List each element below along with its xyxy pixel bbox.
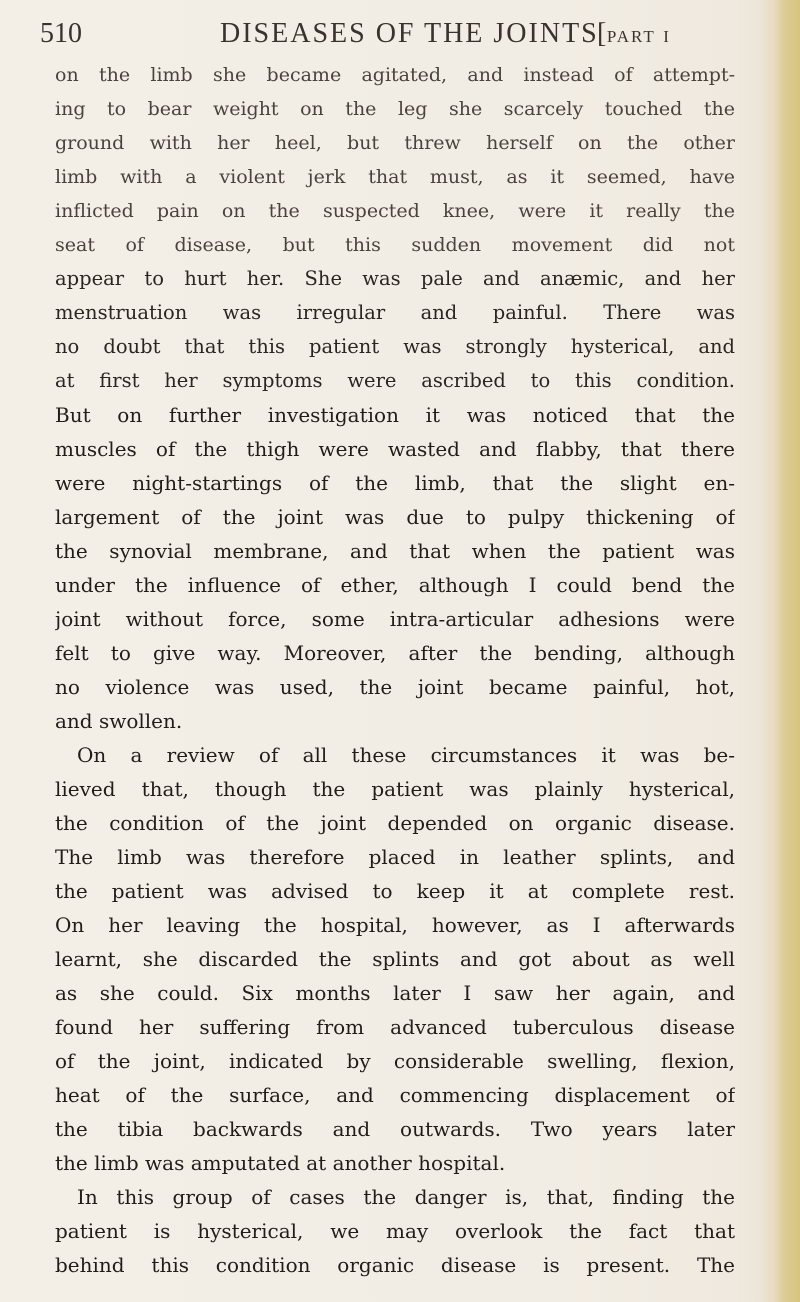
part-label (597, 18, 671, 50)
text-line: ing to bear weight on the leg she scarcely touched the (55, 98, 735, 120)
text-line: appear to hurt her. She was pale and anæmic, and her (55, 267, 735, 290)
text-line: The limb was therefore placed in leather splints, and (55, 845, 735, 869)
text-line: felt to give way. Moreover, after the bending, although (55, 641, 735, 665)
text-line: patient is hysterical, we may overlook the fact that (55, 1219, 735, 1243)
text-line: the condition of the joint depended on organic disease. (55, 811, 735, 835)
paragraph-start-line: In this group of cases the danger is, that, finding the (77, 1185, 735, 1209)
text-line: ground with her heel, but threw herself on the other (55, 132, 735, 154)
text-line: menstruation was irregular and painful. There was (55, 301, 735, 324)
text-line: were night-startings of the limb, that the slight en- (55, 471, 735, 495)
part-number: I (663, 27, 671, 46)
text-line: at first her symptoms were ascribed to this condition. (55, 369, 735, 392)
text-line: But on further investigation it was noticed that the (55, 403, 735, 427)
text-line: On her leaving the hospital, however, as I afterwards (55, 913, 735, 937)
text-line: found her suffering from advanced tuberculous disease (55, 1015, 735, 1039)
running-header (40, 14, 745, 54)
text-line: limb with a violent jerk that must, as it seemed, have (55, 166, 735, 188)
text-line: the synovial membrane, and that when the patient was (55, 539, 735, 563)
text-line: muscles of the thigh were wasted and flabby, that there (55, 437, 735, 461)
text-line: as she could. Six months later I saw her again, and (55, 981, 735, 1005)
text-line: no violence was used, the joint became painful, hot, (55, 675, 735, 699)
running-title: DISEASES OF THE JOINTS (220, 18, 599, 49)
part-bracket: [ (597, 18, 607, 49)
page-binding-edge (760, 0, 800, 1302)
text-line: inflicted pain on the suspected knee, were it really the (55, 200, 735, 222)
text-line: under the influence of ether, although I could bend the (55, 573, 735, 597)
text-line: the patient was advised to keep it at complete rest. (55, 879, 735, 903)
text-line: heat of the surface, and commencing displacement of (55, 1083, 735, 1107)
text-line: of the joint, indicated by considerable swelling, flexion, (55, 1049, 735, 1073)
paragraph-start-line: On a review of all these circumstances it was be- (77, 743, 735, 767)
text-line: learnt, she discarded the splints and got about as well (55, 947, 735, 971)
text-line: behind this condition organic disease is present. The (55, 1253, 735, 1277)
body-text (55, 58, 735, 1282)
paragraph-end-line: the limb was amputated at another hospital. (55, 1151, 506, 1175)
text-line: no doubt that this patient was strongly hysterical, and (55, 335, 735, 358)
paragraph-end-line: and swollen. (55, 709, 183, 733)
text-line: joint without force, some intra-articular adhesions were (55, 607, 735, 631)
text-line: largement of the joint was due to pulpy thickening of (55, 505, 735, 529)
text-line: lieved that, though the patient was plainly hysterical, (55, 777, 735, 801)
text-line: seat of disease, but this sudden movement did not (55, 234, 735, 256)
text-line: the tibia backwards and outwards. Two years later (55, 1117, 735, 1141)
text-line: on the limb she became agitated, and instead of attempt- (55, 64, 735, 86)
part-word: PART (606, 27, 656, 46)
page-number: 510 (40, 18, 82, 49)
